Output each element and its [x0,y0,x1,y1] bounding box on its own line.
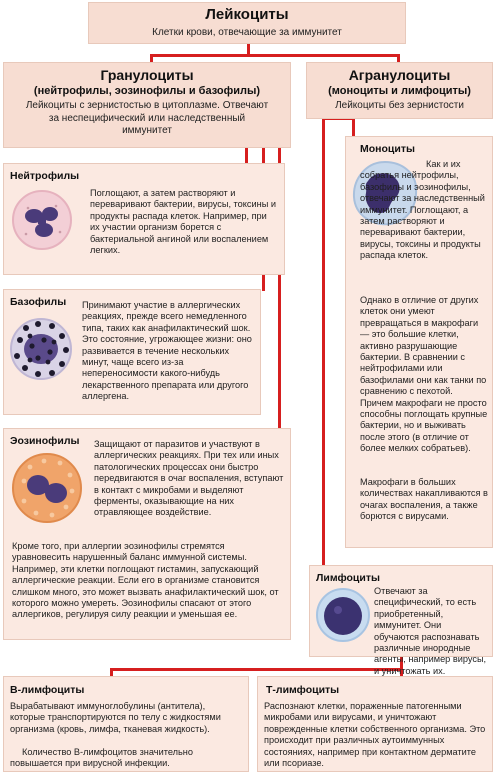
b-lymphocytes-title: В-лимфоциты [10,684,85,696]
lymphocytes-box [309,565,493,676]
monocytes-title: Моноциты [360,143,415,155]
neutrophil-cell-icon [10,188,74,252]
granulocytes-title: Гранулоциты [100,67,194,83]
eosinophils-title: Эозинофилы [10,435,80,447]
agranulocytes-desc: Лейкоциты без зернистости [335,100,464,111]
page-subtitle: Клетки крови, отвечающие за иммунитет [152,27,342,38]
basophil-cell-icon [8,316,74,382]
eosinophils-text-1: Защищают от паразитов и участвуют в аллергических реакциях. При тех или иных патологических процессах они быстро передвигаются в очаг воспаления, вступают в контакт с микробами и выделяют ферменты, оказывающие на них отравляющее воздействие. [94,439,284,518]
t-lymphocytes-text: Распознают клетки, пораженные патогенными микробами или вирусами, и уничтожают поврежденные клетки собственного организма. Это происходит при различных аутоиммунных состояниях, например при контактном дерматите или псориазе. [264,701,486,769]
connector-top-horizontal [150,54,400,57]
eosinophils-text-2: Кроме того, при аллергии эозинофилы стремятся уравновесить нарушенный баланс иммунной системы. Например, эти клетки поглощают гистамин, запускающий аллергические реакции. Если его в организме становится слишком много, это может вызвать анафилактический шок, от которого можно умереть. Эозинофилы спасают от этого аллергиков, регулируя силу реакции и уменьшая ее. [12,541,279,620]
lymphocytes-title: Лимфоциты [316,572,380,584]
t-lymphocytes-title: Т-лимфоциты [266,684,340,696]
monocytes-text-1: Как и их собратья нейтрофилы, базофилы и эозинофилы, отвечают за наследственный иммунитет. Поглощают, а затем растворяют и переваривают бактерии, вирусы, токсины и продукты распада клеток. [360,159,485,261]
basophils-box [3,289,261,415]
connector-lymph-h [110,668,402,671]
granulocytes-box [3,62,291,148]
eosinophils-box [3,428,291,640]
basophils-title: Базофилы [10,296,67,308]
agranulocytes-title: Агранулоциты [348,67,451,83]
agranulocytes-box [306,62,493,119]
page-title: Лейкоциты [205,6,289,23]
b-lymphocytes-text-2: Количество В-лимфоцитов значительно повышается при вирусной инфекции. [10,747,193,769]
neutrophils-text: Поглощают, а затем растворяют и переваривают бактерии, вирусы, токсины и продукты распада клеток. Например, при их участии организм борется с бактериальной ангиной или воспалением легких. [90,188,276,256]
lymphocytes-text: Отвечают за специфический, то есть приобретенный, иммунитет. Они обучаются распознавать различные инородные агенты, например вирусы, и уничтожать их. [374,586,487,676]
monocytes-box [345,136,493,548]
agranulocytes-subtitle: (моноциты и лимфоциты) [328,85,471,97]
b-lymphocytes-text-1: Вырабатывают иммуноглобулины (антитела), которые транспортируются по телу с жидкостями организма (кровь, лимфа, тканевая жидкость). [10,701,221,734]
basophils-text: Принимают участие в аллергических реакциях, прежде всего немедленного типа, таких как анафилактический шок. Это состояние, угрожающее жизни: оно развивается в течение нескольких минут, чаще всего из-за непереносимости какого-нибудь лекарственного препарата или другого аллергена. [82,300,252,402]
lymphocyte-cell-icon [314,586,372,644]
eosinophil-cell-icon [10,451,84,525]
granulocytes-subtitle: (нейтрофилы, эозинофилы и базофилы) [33,85,261,97]
b-lymphocytes-box [3,676,249,772]
leukocytes-box [88,2,406,44]
monocytes-text-3: Макрофаги в больших количествах накапливаются в очагах воспаления, а также борются с вирусами. [360,477,488,522]
monocytes-text-2: Однако в отличие от других клеток они умеют превращаться в макрофаги — это большие клетки, активно разрушающие бактерии. В сравнении с нейтрофилами или базофилами они как танки по сравнению с пехотой. Причем макрофаги не просто способны поглощать крупные бактерии, но и выживать после этого (в отличие от более мелких собратьев). [360,295,488,454]
neutrophils-box [3,163,285,275]
neutrophils-title: Нейтрофилы [10,170,80,182]
connector-monocytes [322,117,325,569]
granulocytes-desc: Лейкоциты с зернистостью в цитоплазме. Отвечают за неспецифический или наследственный иммунитет [25,100,269,136]
t-lymphocytes-box [257,676,493,772]
